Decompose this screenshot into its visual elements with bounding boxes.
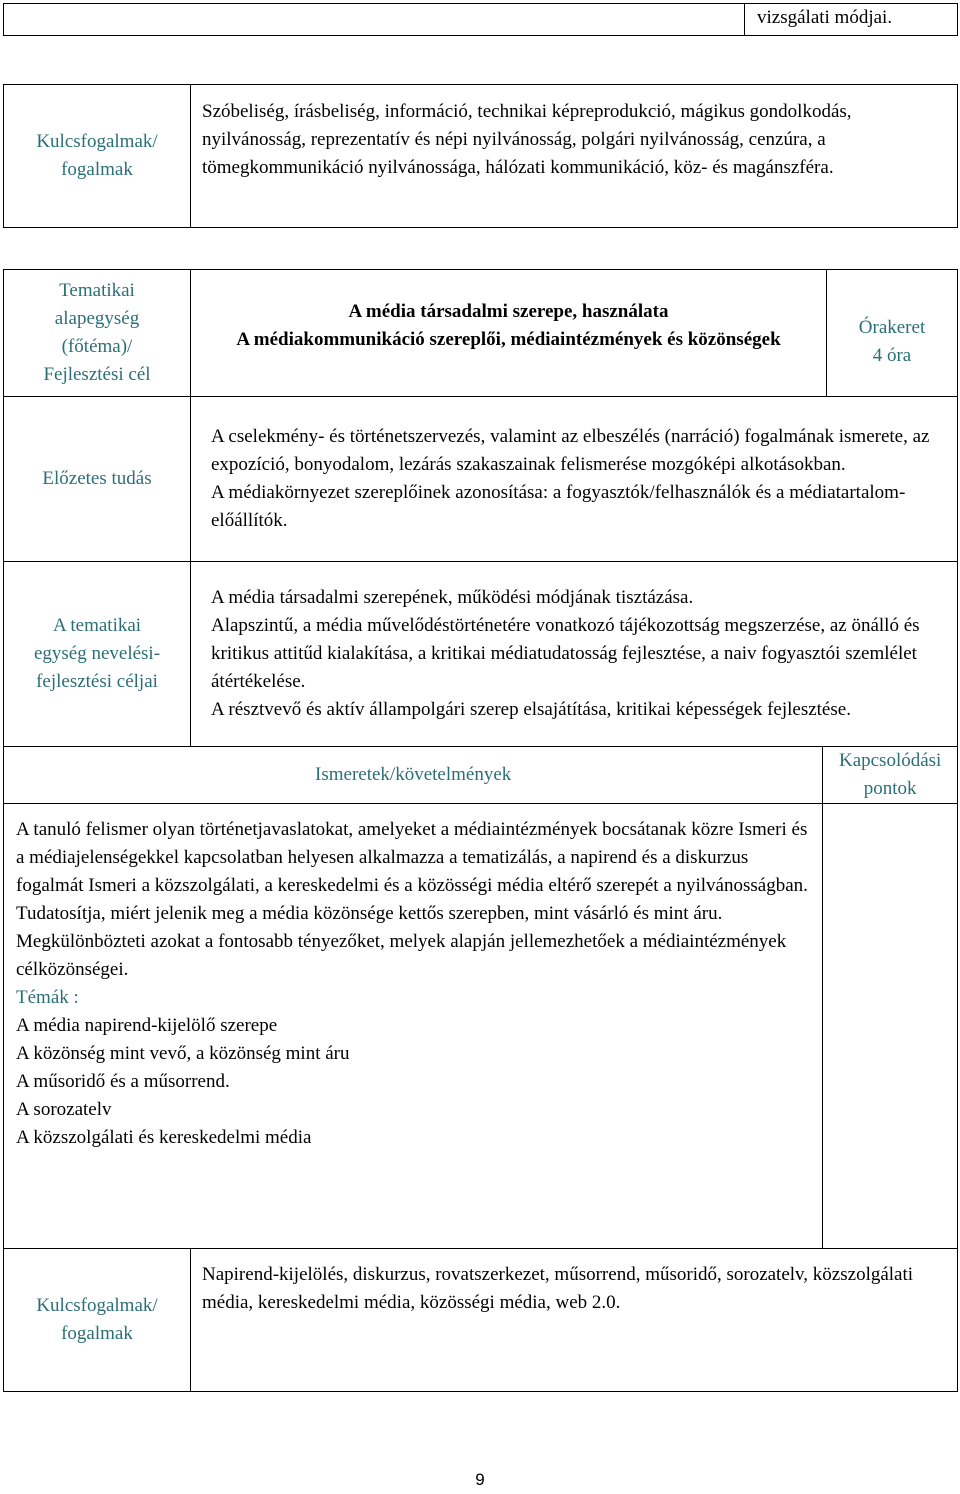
top-strip-text: vizsgálati módjai. (745, 4, 958, 36)
celok-content (191, 562, 958, 747)
kulcsfogalmak-top-label (4, 85, 191, 228)
kulcsfogalmak-top-table (3, 84, 958, 228)
celok-label-line1: A tematikai (52, 615, 142, 636)
ismeretek-header: Ismeretek/követelmények (4, 747, 823, 804)
ismeretek-body: A tanuló felismer olyan történetjavaslatokat, amelyeket a médiaintézmények bocsátanak közre Ismeri és a médiajelenségekkel kapcsolatban helyesen alkalmazza a tematizálás, a napirend és a diskurzus fogalmát Ismeri a közszolgálati, a kereskedelmi és a közösségi média eltérő szerepét a nyilvánosságban. Tudatosítja, miért jelenik meg a média közönsége kettős szerepben, mint vásárló és mint áru. Megkülönbözteti azokat a fontosabb tényezőket, melyek alapján jellemezhetőek a médiaintézmények célközönségei. (16, 819, 808, 980)
tematikai-label (4, 270, 191, 397)
tematikai-title-line2: A médiakommunikáció szereplői, médiaintézmények és közönségek (236, 329, 781, 350)
orakeret-label: Órakeret (858, 317, 926, 338)
page-number: 9 (475, 1470, 485, 1489)
top-strip-empty-cell (4, 4, 745, 36)
tematikai-title-line1: A média társadalmi szerepe, használata (348, 301, 669, 322)
kulcsfogalmak-bottom-text: Napirend-kijelölés, diskurzus, rovatszerkezet, műsorrend, műsoridő, sorozatelv, közszolgálati média, kereskedelmi média, közösségi média, web 2.0. (191, 1249, 958, 1392)
temak-item: A média napirend-kijelölő szerepe (16, 1015, 278, 1036)
kulcsfogalmak-bottom-table (3, 1248, 958, 1392)
kulcsfogalmak-bottom-label-line1: Kulcsfogalmak/ (36, 1295, 158, 1316)
celok-label-line2: egység nevelési- (33, 643, 161, 664)
elozetes-tudas-p1: A cselekmény- és történetszervezés, valamint az elbeszélés (narráció) fogalmának ismerete, az expozíció, bonyodalom, lezárás szakaszainak felismerése mozgóképi alkotásokban. (211, 426, 930, 475)
tematikai-label-line1: Tematikai (59, 280, 135, 301)
kulcsfogalmak-top-label-line1: Kulcsfogalmak/ (36, 131, 158, 152)
kapcsolodasi-header: Kapcsolódási pontok (823, 747, 958, 804)
tematikai-label-line3: (főtéma)/ (61, 336, 133, 357)
kulcsfogalmak-top-text: Szóbeliség, írásbeliség, információ, technikai képreprodukció, mágikus gondolkodás, nyilvánosság, reprezentatív és népi nyilvánosság, polgári nyilvánosság, cenzúra, a tömegkommunikáció nyilvánossága, hálózati kommunikáció, köz- és magánszféra. (191, 85, 958, 228)
elozetes-tudas-p2: A médiakörnyezet szereplőinek azonosítása: a fogyasztók/felhasználók és a médiatartalom-előállítók. (211, 482, 906, 531)
elozetes-tudas-content (191, 397, 958, 562)
celok-p3: A résztvevő és aktív állampolgári szerep elsajátítása, kritikai képességek fejlesztése. (211, 699, 851, 720)
kapcsolodasi-content (823, 804, 958, 1249)
kulcsfogalmak-bottom-label-line2: fogalmak (61, 1323, 133, 1344)
kulcsfogalmak-top-label-line2: fogalmak (61, 159, 133, 180)
tematikai-label-line2: alapegység (54, 308, 140, 329)
celok-label (4, 562, 191, 747)
tematikai-title (191, 270, 827, 397)
ismeretek-content (4, 804, 823, 1249)
orakeret-value: 4 óra (872, 345, 912, 366)
temak-item: A közönség mint vevő, a közönség mint áru (16, 1043, 350, 1064)
top-strip-table (3, 3, 958, 36)
tematikai-label-line4: Fejlesztési cél (43, 364, 151, 385)
temak-item: A műsoridő és a műsorrend. (16, 1071, 230, 1092)
temak-label: Témák : (16, 987, 79, 1008)
celok-label-line3: fejlesztési céljai (36, 671, 158, 692)
orakeret-cell (827, 270, 958, 397)
celok-p2: Alapszintű, a média művelődéstörténetére vonatkozó tájékozottság megszerzése, az önálló és kritikus attitűd kialakítása, a kritikai médiatudatosság fejlesztése, a naiv fogyasztói szemlélet átértékelése. (211, 615, 920, 692)
temak-item: A közszolgálati és kereskedelmi média (16, 1127, 312, 1148)
celok-p1: A média társadalmi szerepének, működési módjának tisztázása. (211, 587, 694, 608)
temak-item: A sorozatelv (16, 1099, 112, 1120)
tematikai-table (3, 269, 958, 1249)
elozetes-tudas-label: Előzetes tudás (4, 397, 191, 562)
kulcsfogalmak-bottom-label (4, 1249, 191, 1392)
